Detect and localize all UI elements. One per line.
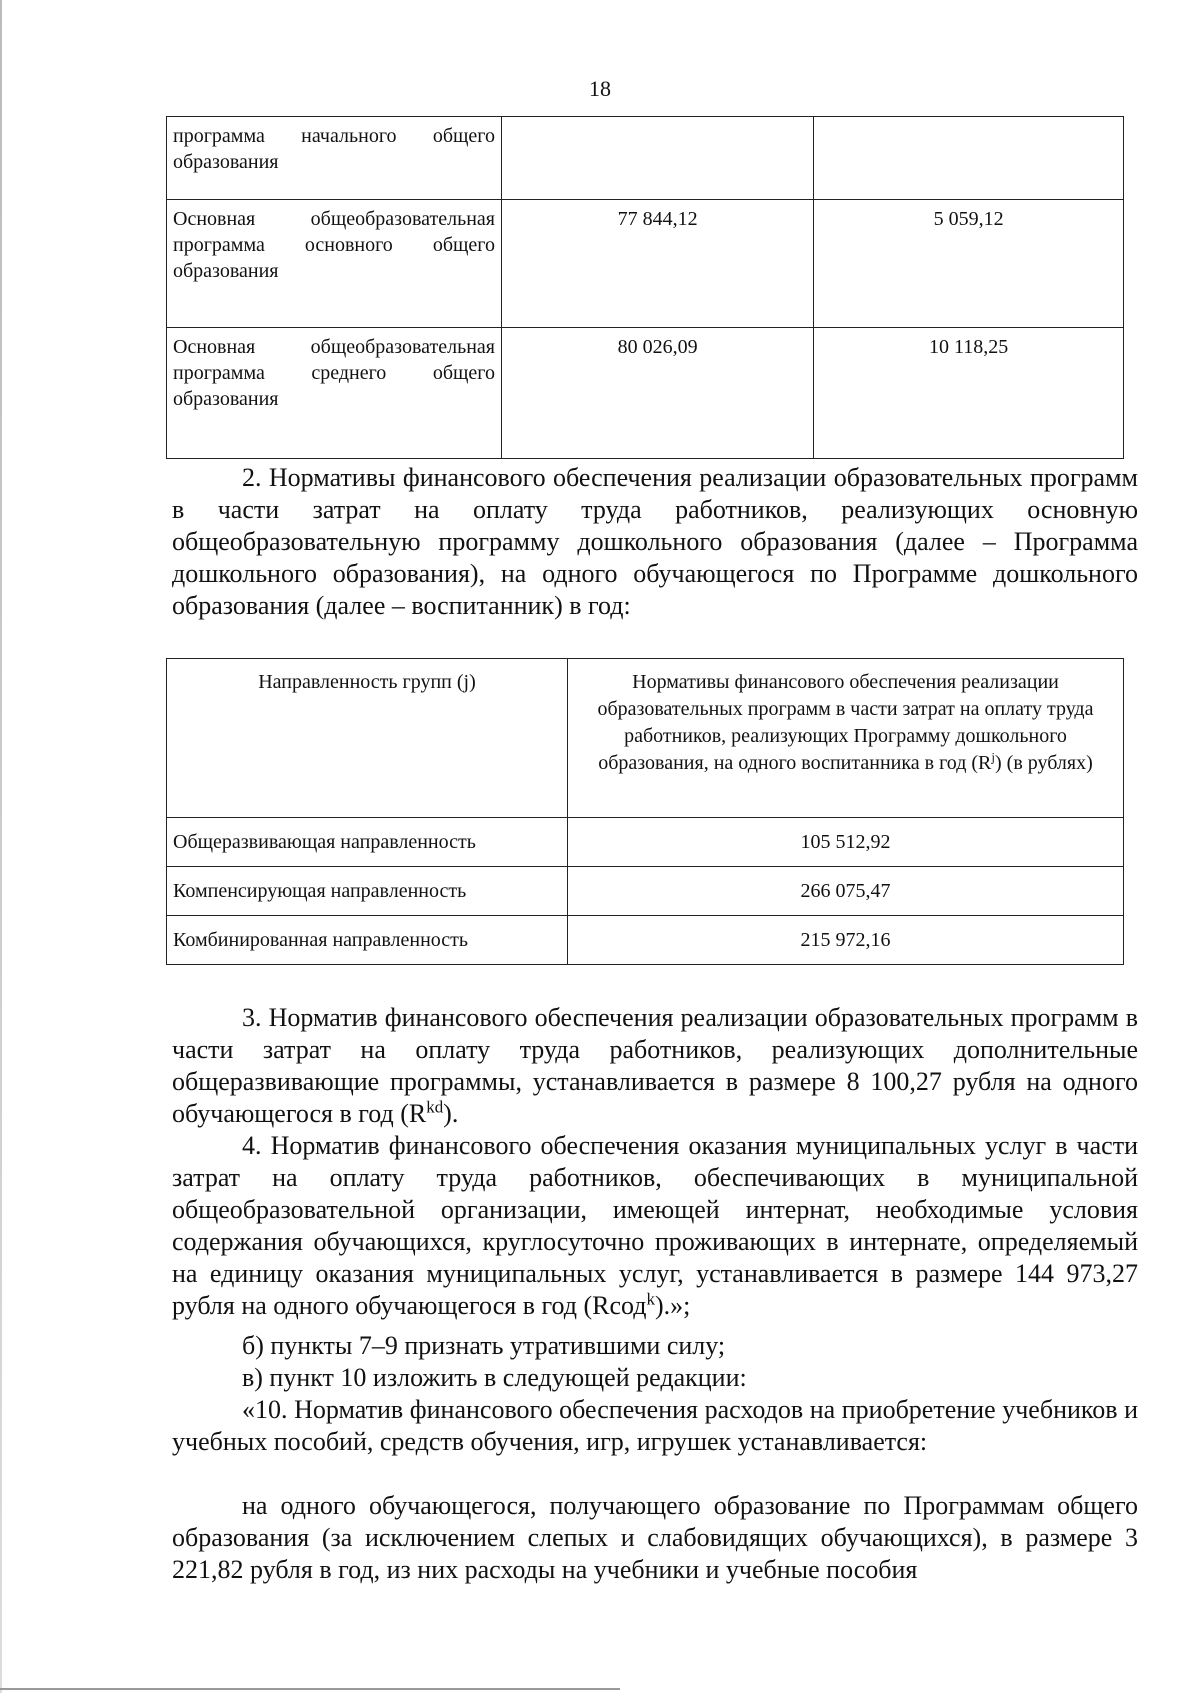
- value-cell: 77 844,12: [502, 200, 814, 328]
- value-cell: 10 118,25: [814, 328, 1124, 459]
- value-cell: 5 059,12: [814, 200, 1124, 328]
- section-10-text: «10. Норматив финансового обеспечения расходов на приобретение учебников и учебных пособий, средств обучения, игр, игрушек устанавливается:: [172, 1395, 1138, 1456]
- group-label: Компенсирующая направленность: [167, 867, 568, 916]
- section-3-sup: kd: [426, 1097, 444, 1117]
- section-3-paragraph: [172, 1002, 1138, 1130]
- section-4-sup: k: [646, 1289, 655, 1309]
- value-cell: 80 026,09: [502, 328, 814, 459]
- page-number: 18: [589, 76, 611, 101]
- section-10-sub-paragraph: [172, 1490, 1138, 1586]
- program-cell: Основная общеобразовательная программа основного общего образования: [167, 200, 502, 328]
- group-value: 105 512,92: [568, 818, 1124, 867]
- group-label: Комбинированная направленность: [167, 916, 568, 965]
- group-value: 266 075,47: [568, 867, 1124, 916]
- group-value: 215 972,16: [568, 916, 1124, 965]
- preschool-norms-table: [166, 658, 1124, 965]
- section-10-paragraph: [172, 1394, 1138, 1458]
- item-v-paragraph: [172, 1362, 1138, 1394]
- header-norms-sup: j: [991, 749, 996, 765]
- header-norms: [568, 659, 1124, 818]
- section-4-paragraph: [172, 1130, 1138, 1322]
- table-row: [167, 818, 1124, 867]
- scan-edge: [0, 0, 2, 1693]
- program-funding-table: [166, 116, 1124, 459]
- program-cell: программа начального общего образования: [167, 117, 502, 200]
- table-row: [167, 867, 1124, 916]
- table-row: [167, 200, 1124, 328]
- scan-bottom-edge: [0, 1688, 620, 1690]
- table-row: [167, 117, 1124, 200]
- table-row: [167, 916, 1124, 965]
- section-3-tail: ).: [443, 1099, 459, 1128]
- section-4-text: 4. Норматив финансового обеспечения оказания муниципальных услуг в части затрат на оплату труда работников, обеспечивающих в муниципальной общеобразовательной организации, имеющей интернат, необходимые условия содержания обучающихся, круглосуточно проживающих в интернате, определяемый на единицу оказания муниципальных услуг, устанавливается в размере 144 973,27 рубля на одного обучающегося в год (Rсод: [172, 1131, 1138, 1320]
- section-2-paragraph: [172, 462, 1138, 622]
- item-b-text: б) пункты 7–9 признать утратившими силу;: [242, 1331, 726, 1360]
- table-header-row: [167, 659, 1124, 818]
- table-row: [167, 328, 1124, 459]
- header-group-direction: Направленность групп (j): [167, 659, 568, 818]
- item-b-paragraph: [172, 1330, 1138, 1362]
- value-cell: [814, 117, 1124, 200]
- value-cell: [502, 117, 814, 200]
- header-norms-text: Нормативы финансового обеспечения реализации образовательных программ в части затрат на оплату труда работников, реализующих Программу дошкольного образования, на одного воспитанника в год (R: [597, 671, 1094, 774]
- group-label: Общеразвивающая направленность: [167, 818, 568, 867]
- section-3-text: 3. Норматив финансового обеспечения реализации образовательных программ в части затрат на оплату труда работников, реализующих дополнительные общеразвивающие программы, устанавливается в размере 8 100,27 рубля на одного обучающегося в год (R: [172, 1003, 1138, 1128]
- section-4-tail: ).»;: [654, 1291, 691, 1320]
- header-norms-tail: ) (в рублях): [995, 752, 1093, 774]
- item-v-text: в) пункт 10 изложить в следующей редакции:: [242, 1363, 747, 1392]
- program-cell: Основная общеобразовательная программа среднего общего образования: [167, 328, 502, 459]
- section-2-text: 2. Нормативы финансового обеспечения реализации образовательных программ в части затрат на оплату труда работников, реализующих основную общеобразовательную программу дошкольного образования (далее – Программа дошкольного образования), на одного обучающегося по Программе дошкольного образования (далее – воспитанник) в год:: [172, 463, 1138, 620]
- section-10-sub-text: на одного обучающегося, получающего образование по Программам общего образования (за исключением слепых и слабовидящих обучающихся), в размере 3 221,82 рубля в год, из них расходы на учебники и учебные пособия: [172, 1491, 1138, 1584]
